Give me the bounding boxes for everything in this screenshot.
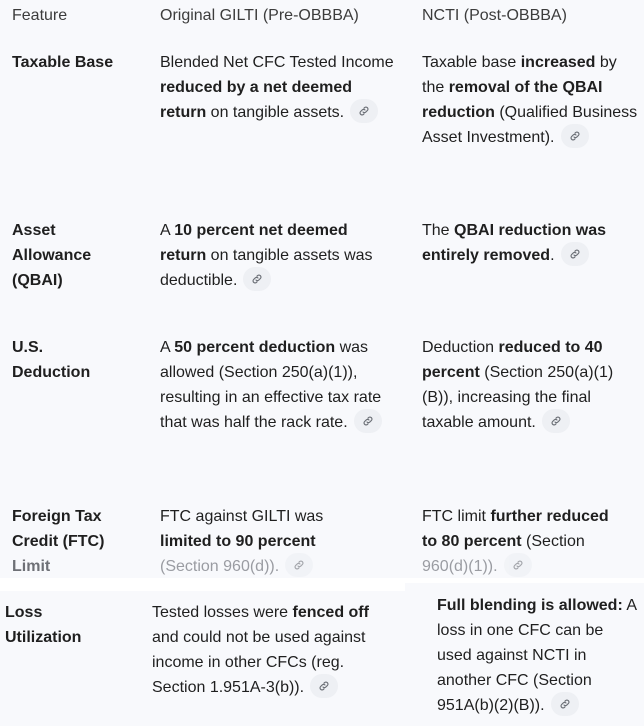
cell-text: on tangible assets. xyxy=(206,104,345,121)
cell-text: Blended Net CFC Tested Income xyxy=(160,54,394,71)
source-link-button[interactable] xyxy=(243,267,271,291)
cell-text-bold: reduced by a net deemed return xyxy=(160,79,353,121)
feature-cell xyxy=(12,504,140,579)
source-link-button[interactable] xyxy=(542,409,570,433)
cell-text-bold: further reduced xyxy=(490,508,609,525)
source-link-button[interactable] xyxy=(561,124,589,148)
link-icon xyxy=(358,105,370,117)
cell-text: . xyxy=(550,247,555,264)
cell-text-bold: QBAI reduction was entirely removed xyxy=(422,222,607,264)
cell-text-bold: increased xyxy=(520,54,596,71)
feature-cell: Taxable Base xyxy=(12,54,114,71)
source-link-button[interactable] xyxy=(350,99,378,123)
cell-text-bold: removal of the QBAI reduction xyxy=(422,79,603,121)
gilti-cell xyxy=(160,335,398,435)
feature-cell: Loss Utilization xyxy=(5,604,82,646)
link-icon xyxy=(293,559,305,571)
cell-text: and could not be used against income in other CFCs (reg. Section 1.951A-3(b)). xyxy=(152,629,366,696)
cell-text: A xyxy=(160,339,175,356)
cell-text-bold: fenced off xyxy=(292,604,369,621)
ncti-cell xyxy=(422,504,640,579)
table-header-row xyxy=(0,3,644,33)
link-icon xyxy=(569,248,581,260)
gilti-cell xyxy=(160,50,398,125)
cell-text: on tangible assets was deductible. xyxy=(160,247,373,289)
link-icon xyxy=(318,680,330,692)
cell-text: A loss in one CFC can be used against NCTI in another CFC (Section 951A(b)(2)(B)). xyxy=(437,597,637,714)
cell-text-bold: limited to 90 percent xyxy=(160,533,316,550)
source-link-button[interactable] xyxy=(285,553,313,577)
cell-text-bold: Full blending is allowed: xyxy=(437,597,623,614)
header-feature: Feature xyxy=(12,7,68,24)
cell-text: Taxable base xyxy=(422,54,521,71)
cell-text: A xyxy=(160,222,175,239)
ncti-cell xyxy=(422,50,640,150)
cell-text-bold: 50 percent deduction xyxy=(174,339,336,356)
cell-text: Tested losses were xyxy=(152,604,293,621)
header-gilti: Original GILTI (Pre-OBBBA) xyxy=(160,7,359,24)
source-link-button[interactable] xyxy=(551,692,579,716)
section-separator xyxy=(405,578,644,583)
cell-text-bold: reduced to 40 percent xyxy=(422,339,603,381)
cell-text: Deduction xyxy=(422,339,499,356)
feature-line: Credit (FTC) xyxy=(12,533,105,550)
section-separator xyxy=(0,578,405,591)
cell-text: (Section xyxy=(521,533,585,550)
cell-text: 960(d)(1)). xyxy=(422,558,498,575)
link-icon xyxy=(251,273,263,285)
cell-text: FTC against GILTI was xyxy=(160,508,324,525)
source-link-button[interactable] xyxy=(504,553,532,577)
ncti-cell xyxy=(422,335,640,435)
cell-text: (Section 960(d)). xyxy=(160,558,280,575)
cell-text: was allowed (Section 250(a)(1)), resulting in an effective tax rate that was half the rack rate. xyxy=(160,339,382,431)
cell-text-bold: to 80 percent xyxy=(422,533,522,550)
source-link-button[interactable] xyxy=(561,242,589,266)
cell-text: by the xyxy=(422,54,617,96)
feature-cell: U.S. Deduction xyxy=(12,339,91,381)
link-icon xyxy=(362,415,374,427)
gilti-cell xyxy=(152,600,388,700)
ncti-cell xyxy=(422,218,640,268)
feature-line: Limit xyxy=(12,558,51,575)
link-icon xyxy=(550,415,562,427)
feature-cell: Asset Allowance (QBAI) xyxy=(12,222,92,289)
cell-text-bold: 10 percent net deemed return xyxy=(160,222,348,264)
source-link-button[interactable] xyxy=(310,674,338,698)
cell-text: (Section 250(a)(1)(B)), increasing the final taxable amount. xyxy=(422,364,614,431)
feature-line: Foreign Tax xyxy=(12,508,102,525)
gilti-cell xyxy=(160,218,398,293)
link-icon xyxy=(559,698,571,710)
header-ncti: NCTI (Post-OBBBA) xyxy=(422,7,567,24)
source-link-button[interactable] xyxy=(354,409,382,433)
link-icon xyxy=(569,130,581,142)
cell-text: FTC limit xyxy=(422,508,491,525)
cell-text: The xyxy=(422,222,455,239)
gilti-cell xyxy=(160,504,398,579)
ncti-cell xyxy=(437,593,642,718)
link-icon xyxy=(512,559,524,571)
cell-text: (Qualified Business Asset Investment). xyxy=(422,104,638,146)
